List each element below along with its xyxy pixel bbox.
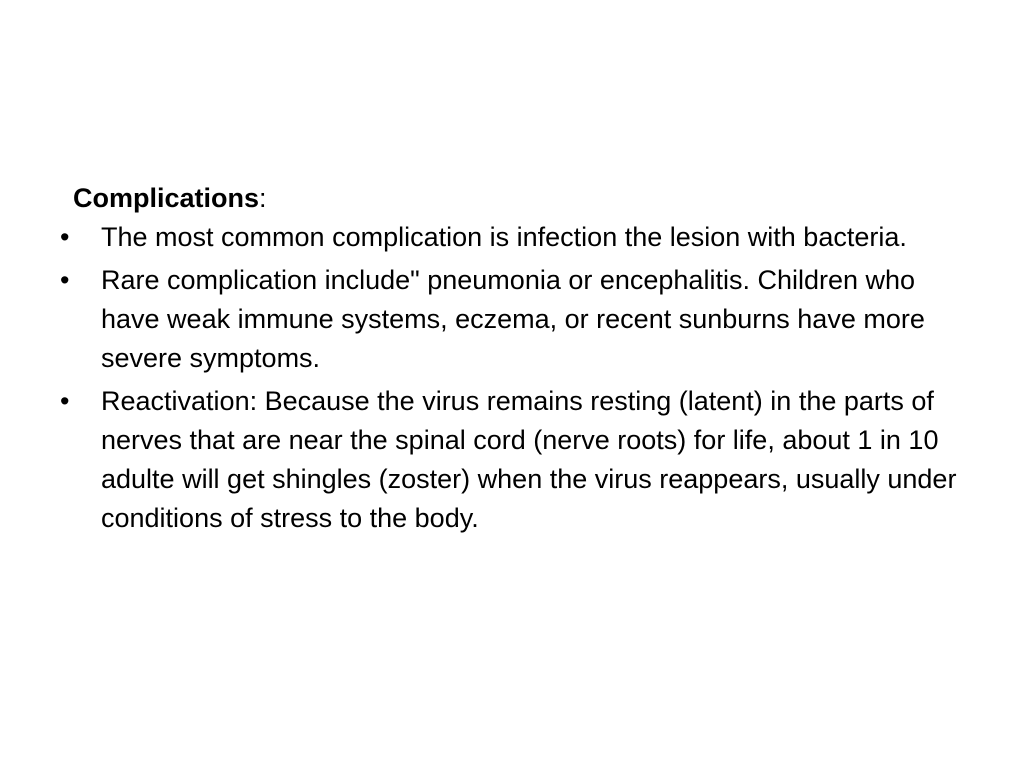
- heading-colon: :: [259, 183, 267, 213]
- slide-content: [58, 179, 978, 542]
- bullet-item-infection: [58, 218, 963, 257]
- bullet-icon: •: [60, 386, 70, 416]
- bullet-text: Reactivation: Because the virus remains resting (latent) in the parts of nerves that are near the spinal cord (nerve roots) for life, about 1 in 10 adulte will get shingles (zoster) when the virus reappears, usually under conditions of stress to the body.: [101, 386, 957, 533]
- bullet-text: The most common complication is infection the lesion with bacteria.: [101, 222, 907, 252]
- slide-heading: [73, 179, 978, 218]
- heading-title: Complications: [73, 183, 260, 213]
- bullet-item-reactivation: [58, 382, 963, 538]
- bullet-icon: •: [60, 265, 70, 295]
- bullet-list: [58, 218, 978, 538]
- bullet-icon: •: [60, 222, 70, 252]
- bullet-text: Rare complication include" pneumonia or encephalitis. Children who have weak immune systems, eczema, or recent sunburns have more severe symptoms.: [101, 265, 925, 373]
- bullet-item-rare-complication: [58, 261, 963, 378]
